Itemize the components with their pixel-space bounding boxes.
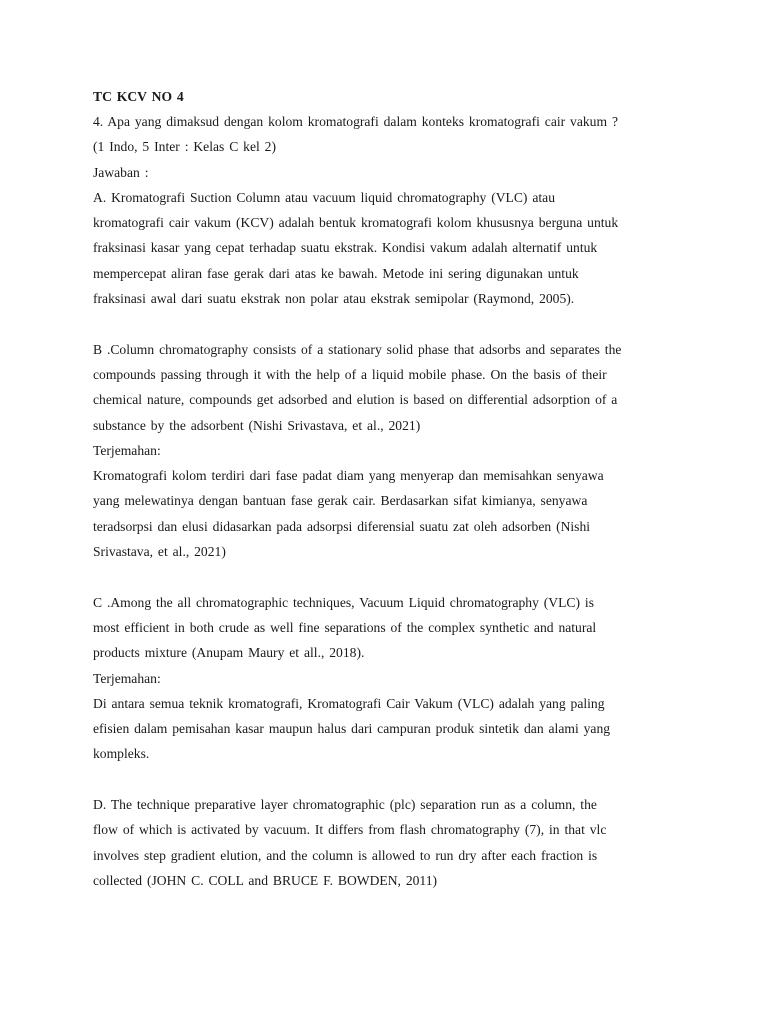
question-text: 4. Apa yang dimaksud dengan kolom kromatografi dalam konteks kromatografi cair vakum ? xyxy=(93,114,618,129)
section-b-line: B .Column chromatography consists of a stationary solid phase that adsorbs and separates the xyxy=(93,341,622,357)
section-b-translation-line: yang melewatinya dengan bantuan fase gerak cair. Berdasarkan sifat kimianya, senyawa xyxy=(93,493,588,509)
section-c-translation-line: kompleks. xyxy=(93,746,150,762)
section-b-line: compounds passing through it with the help of a liquid mobile phase. On the basis of their xyxy=(93,366,607,382)
paragraph-gap xyxy=(93,767,683,792)
translation-label: Terjemahan: xyxy=(93,670,161,686)
section-d-line: flow of which is activated by vacuum. It differs from flash chromatography (7), in that vlc xyxy=(93,822,607,838)
section-d-line: collected (JOHN C. COLL and BRUCE F. BOWDEN, 2011) xyxy=(93,872,438,888)
section-b-translation-line: Kromatografi kolom terdiri dari fase padat diam yang menyerap dan memisahkan senyawa xyxy=(93,468,604,484)
section-d-line: D. The technique preparative layer chromatographic (plc) separation run as a column, the xyxy=(93,797,597,813)
section-a xyxy=(93,185,683,311)
section-b-line: substance by the adsorbent (Nishi Srivastava, et al., 2021) xyxy=(93,417,421,433)
section-c-translation-line: Di antara semua teknik kromatografi, Kromatografi Cair Vakum (VLC) adalah yang paling xyxy=(93,695,605,711)
group-info: (1 Indo, 5 Inter : Kelas C kel 2) xyxy=(93,139,277,155)
section-b-translation-line: Srivastava, et al., 2021) xyxy=(93,544,226,560)
section-a-line: mempercepat aliran fase gerak dari atas ke bawah. Metode ini sering digunakan untuk xyxy=(93,265,579,281)
section-a-line: kromatografi cair vakum (KCV) adalah bentuk kromatografi kolom khususnya berguna untuk xyxy=(93,215,619,231)
section-c-translation-line: efisien dalam pemisahan kasar maupun halus dari campuran produk sintetik dan alami yang xyxy=(93,721,611,737)
section-b-translation-line: teradsorpsi dan elusi didasarkan pada adsorpsi diferensial suatu zat oleh adsorben (Nishi xyxy=(93,518,591,534)
document-page xyxy=(93,84,683,893)
section-a-line: fraksinasi awal dari suatu ekstrak non polar atau ekstrak semipolar (Raymond, 2005). xyxy=(93,291,575,307)
section-a-line: fraksinasi kasar yang cepat terhadap suatu ekstrak. Kondisi vakum adalah alternatif untuk xyxy=(93,240,598,256)
section-c-line: C .Among the all chromatographic techniques, Vacuum Liquid chromatography (VLC) is xyxy=(93,594,594,610)
section-d xyxy=(93,792,683,893)
section-d-line: involves step gradient elution, and the column is allowed to run dry after each fraction is xyxy=(93,847,598,863)
paragraph-gap xyxy=(93,311,683,336)
section-c xyxy=(93,590,683,767)
answer-label: Jawaban : xyxy=(93,164,149,180)
section-b-line: chemical nature, compounds get adsorbed and elution is based on differential adsorption of a xyxy=(93,392,618,408)
section-b xyxy=(93,337,683,565)
section-a-line: A. Kromatografi Suction Column atau vacuum liquid chromatography (VLC) atau xyxy=(93,189,555,205)
document-title: TC KCV NO 4 xyxy=(93,89,184,104)
section-c-line: products mixture (Anupam Maury et all., 2018). xyxy=(93,645,365,661)
section-c-line: most efficient in both crude as well fine separations of the complex synthetic and natural xyxy=(93,619,597,635)
paragraph-gap xyxy=(93,564,683,589)
translation-label: Terjemahan: xyxy=(93,442,161,458)
